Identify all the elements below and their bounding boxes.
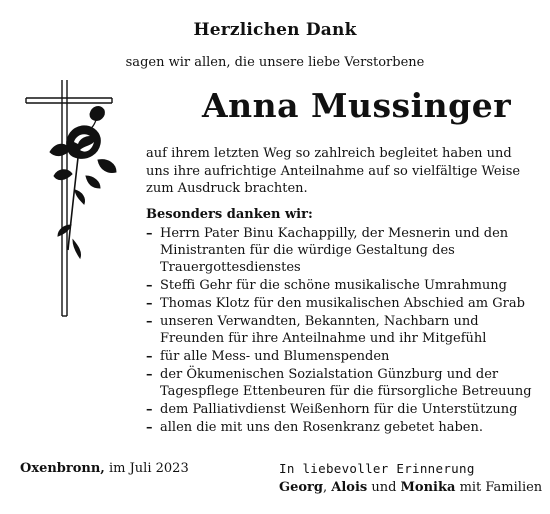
list-item: – Steffi Gehr für die schöne musikalische Umrahmung — [146, 277, 536, 294]
list-item: – für alle Mess- und Blumenspenden — [146, 348, 536, 365]
thanks-title: Besonders danken wir: — [146, 207, 313, 222]
rose-icon — [50, 107, 116, 258]
deceased-name: Anna Mussinger — [202, 86, 512, 125]
cross-icon — [20, 80, 130, 320]
list-item: – allen die mit uns den Rosenkranz gebetet haben. — [146, 419, 536, 436]
intro-text: auf ihrem letzten Weg so zahlreich begleitet haben und uns ihre aufrichtige Anteilnahme auf so vielfältige Weise zum Ausdruck brachten. — [146, 146, 521, 196]
thanks-list — [146, 225, 536, 437]
signer-name: Georg — [279, 480, 323, 495]
signer-name: Monika — [400, 480, 456, 495]
list-item: – Thomas Klotz für den musikalischen Abschied am Grab — [146, 295, 536, 312]
list-item: – der Ökumenischen Sozialstation Günzburg und der Tagespflege Ettenbeuren für die fürsorgliche Betreuung — [146, 366, 536, 400]
signers-line — [279, 480, 542, 495]
notice-heading: Herzlichen Dank — [193, 20, 357, 40]
signer-separator: und — [367, 480, 401, 495]
notice-subline: sagen wir allen, die unsere liebe Verstorbene — [125, 55, 425, 70]
date-text: im Juli 2023 — [104, 461, 189, 476]
list-item: – unseren Verwandten, Bekannten, Nachbarn und Freunden für ihre Anteilnahme und ihr Mitgefühl — [146, 313, 536, 347]
memory-line: In liebevoller Erinnerung — [279, 461, 475, 476]
list-item: – dem Palliativdienst Weißenhorn für die Unterstützung — [146, 401, 536, 418]
place-name: Oxenbronn, — [20, 461, 105, 476]
signer-suffix: mit Familien — [455, 480, 543, 495]
list-item: – Herrn Pater Binu Kachappilly, der Mesnerin und den Ministranten für die würdige Gestaltung des Trauergottesdienstes — [146, 225, 536, 276]
place-date — [20, 461, 189, 476]
signer-separator: , — [322, 480, 332, 495]
signer-name: Alois — [331, 480, 368, 495]
